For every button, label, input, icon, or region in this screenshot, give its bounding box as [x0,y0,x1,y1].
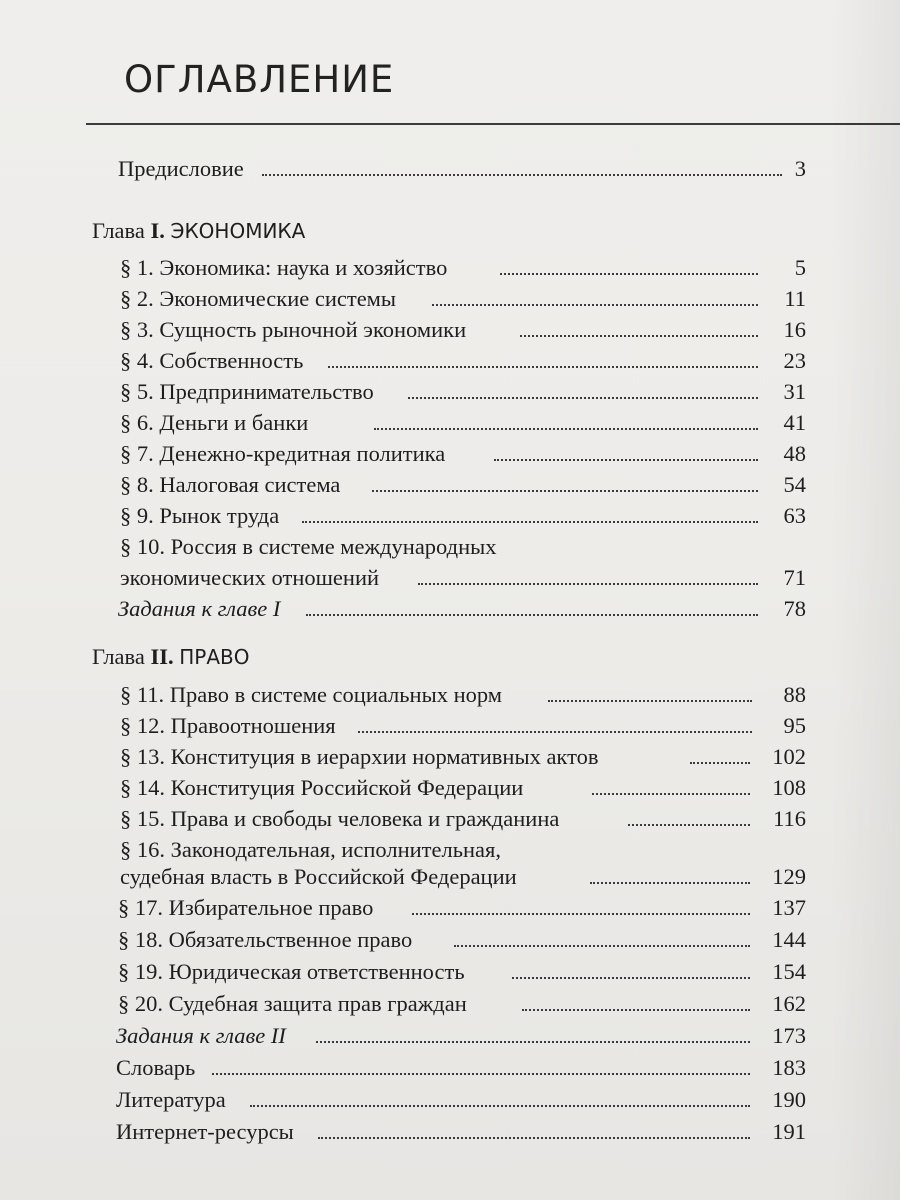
toc-entry[interactable] [0,501,900,531]
toc-entry[interactable] [0,563,900,593]
entry-title: § 15. Права и свободы человека и гражданина [120,806,560,831]
toc-entry-glossary[interactable] [0,1053,900,1083]
toc-entry[interactable] [0,893,900,923]
entry-page: 162 [772,991,806,1016]
entry-page: 54 [783,472,806,497]
toc-entry[interactable] [0,253,900,283]
entry-page: 63 [783,503,806,528]
toc-entry[interactable] [0,315,900,345]
entry-title: Задания к главе II [116,1023,286,1048]
entry-title: § 1. Экономика: наука и хозяйство [120,255,448,280]
entry-title: Задания к главе I [118,596,281,621]
toc-entry[interactable] [0,470,900,500]
toc-entry-continued-line[interactable]: § 10. Россия в системе международных [120,534,497,559]
chapter-label: Глава [92,218,145,243]
toc-entry-tasks[interactable] [0,1021,900,1051]
entry-title: § 5. Предпринимательство [120,379,374,404]
entry-page: 183 [772,1055,806,1080]
dot-leader [306,614,758,616]
toc-entry[interactable] [0,284,900,314]
entry-page: 116 [773,806,806,831]
entry-page: 129 [772,864,806,889]
toc-entry-internet-resources[interactable] [0,1117,900,1147]
dot-leader [548,700,752,702]
entry-title: § 3. Сущность рыночной экономики [120,317,467,342]
entry-title: § 2. Экономические системы [120,286,397,311]
toc-entry[interactable] [0,377,900,407]
dot-leader [494,459,758,461]
entry-page: 3 [794,156,806,181]
entry-title: § 13. Конституция в иерархии нормативных актов [120,744,599,769]
entry-title: § 11. Право в системе социальных норм [120,682,503,707]
dot-leader [520,335,758,337]
chapter-number: I. [150,218,165,243]
chapter-title: ЭКОНОМИКА [170,219,306,243]
entry-title: § 14. Конституция Российской Федерации [120,775,524,800]
entry-title: § 19. Юридическая ответственность [118,959,465,984]
chapter-label: Глава [92,644,145,669]
entry-title: судебная власть в Российской Федерации [120,864,517,889]
dot-leader [372,490,758,492]
entry-page: 190 [772,1087,806,1112]
entry-title: Словарь [116,1055,196,1080]
dot-leader [358,731,752,733]
entry-title: § 12. Правоотношения [120,713,336,738]
entry-title: § 6. Деньги и банки [120,410,309,435]
toc-entry[interactable] [0,439,900,469]
entry-page: 71 [783,565,806,590]
chapter-title: ПРАВО [179,645,250,669]
dot-leader [628,824,750,826]
dot-leader [316,1041,750,1043]
entry-title: Предисловие [118,156,244,181]
dot-leader [522,1009,750,1011]
toc-entry[interactable] [0,989,900,1019]
toc-entry[interactable] [0,773,900,803]
chapter-heading-law[interactable] [92,642,250,672]
entry-page: 16 [783,317,806,342]
entry-title: § 18. Обязательственное право [118,927,413,952]
dot-leader [250,1105,750,1107]
dot-leader [328,366,758,368]
entry-page: 23 [783,348,806,373]
entry-page: 41 [783,410,806,435]
toc-entry[interactable] [0,862,900,892]
toc-entry[interactable] [0,957,900,987]
toc-entry-literature[interactable] [0,1085,900,1115]
entry-page: 154 [772,959,806,984]
dot-leader [374,428,758,430]
toc-entry[interactable] [0,346,900,376]
heading-rule [86,123,900,125]
entry-title: экономических отношений [120,565,380,590]
entry-page: 5 [794,255,806,280]
entry-title: Литература [116,1087,226,1112]
dot-leader [212,1073,750,1075]
toc-entry[interactable] [0,680,900,710]
entry-page: 95 [783,713,806,738]
entry-title: § 8. Налоговая система [120,472,341,497]
dot-leader [432,304,758,306]
entry-title: § 17. Избирательное право [118,895,374,920]
dot-leader [590,882,750,884]
entry-page: 78 [783,596,806,621]
dot-leader [418,583,758,585]
toc-entry[interactable] [0,742,900,772]
entry-page: 173 [772,1023,806,1048]
chapter-number: II. [150,644,174,669]
contents-heading: ОГЛАВЛЕНИЕ [124,58,395,101]
entry-page: 48 [783,441,806,466]
chapter-heading-economics[interactable] [92,216,305,246]
dot-leader [592,793,750,795]
entry-title: § 4. Собственность [120,348,304,373]
toc-entry-continued-line[interactable]: § 16. Законодательная, исполнительная, [120,837,501,862]
dot-leader [500,273,758,275]
toc-entry[interactable] [0,408,900,438]
toc-entry[interactable] [0,711,900,741]
toc-entry-preface[interactable] [0,154,900,184]
entry-title: § 20. Судебная защита прав граждан [118,991,467,1016]
entry-page: 108 [772,775,806,800]
entry-page: 144 [772,927,806,952]
entry-page: 137 [772,895,806,920]
toc-entry[interactable] [0,925,900,955]
dot-leader [318,1137,750,1139]
entry-page: 11 [784,286,806,311]
dot-leader [412,913,750,915]
toc-entry[interactable] [0,804,900,834]
dot-leader [454,945,750,947]
entry-page: 191 [772,1119,806,1144]
dot-leader [690,762,750,764]
entry-title: § 7. Денежно-кредитная политика [120,441,446,466]
entry-page: 31 [783,379,806,404]
dot-leader [262,174,782,176]
dot-leader [408,397,758,399]
entry-title: § 9. Рынок труда [120,503,280,528]
entry-page: 88 [783,682,806,707]
entry-page: 102 [772,744,806,769]
entry-title: Интернет-ресурсы [116,1119,294,1144]
dot-leader [512,977,750,979]
toc-entry-tasks[interactable] [0,594,900,624]
dot-leader [302,521,758,523]
